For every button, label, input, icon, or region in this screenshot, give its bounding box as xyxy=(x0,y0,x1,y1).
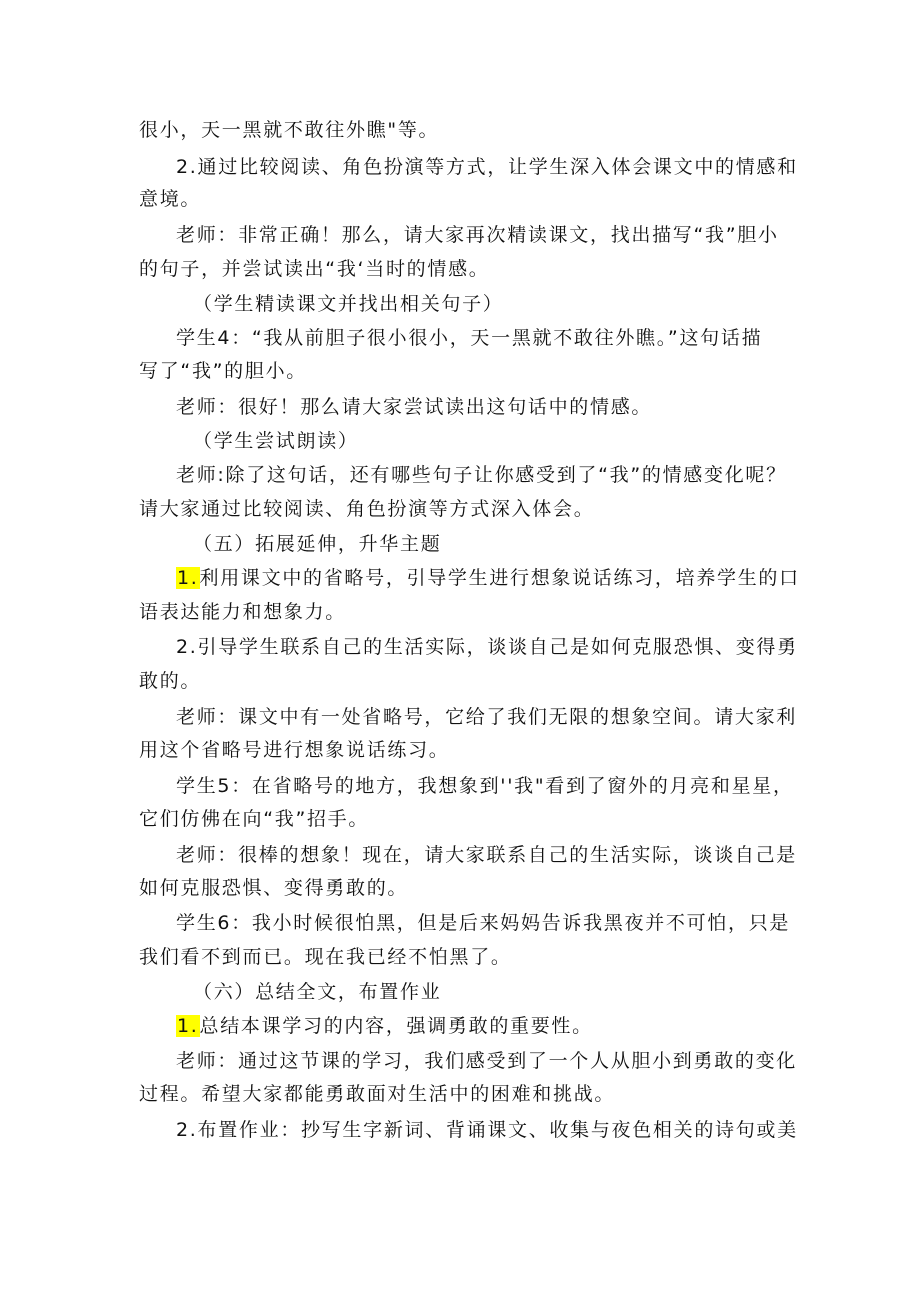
text-line: 老师：课文中有一处省略号，它给了我们无限的想象空间。请大家利 xyxy=(176,706,798,728)
text-line: 的句子，并尝试读出“我‘当时的情感。 xyxy=(139,258,490,280)
text-line: 1.总结本课学习的内容，强调勇敢的重要性。 xyxy=(177,1015,593,1037)
text-line: 2.引导学生联系自己的生活实际，谈谈自己是如何克服恐惧、变得勇 xyxy=(176,636,798,658)
text-line: 学生6：我小时候很怕黑，但是后来妈妈告诉我黑夜并不可怕，只是 xyxy=(176,912,791,934)
text-line: 老师:除了这句话，还有哪些句子让你感受到了“我”的情感变化呢？ xyxy=(176,464,787,486)
text-line: 敢的。 xyxy=(139,670,202,692)
text-line: 它们仿佛在向“我”招手。 xyxy=(139,808,370,830)
section-heading: （五）拓展延伸，升华主题 xyxy=(193,533,442,555)
section-heading: （六）总结全文，布置作业 xyxy=(193,981,442,1003)
text-line: 2.通过比较阅读、角色扮演等方式，让学生深入体会课文中的情感和 xyxy=(176,156,798,178)
text-line: 2.布置作业：抄写生字新词、背诵课文、收集与夜色相关的诗句或美 xyxy=(176,1119,798,1141)
highlighted-number: 1. xyxy=(177,1015,199,1037)
text-line: 过程。希望大家都能勇敢面对生活中的困难和挑战。 xyxy=(139,1083,616,1105)
text-line: （学生精读课文并找出相关句子） xyxy=(193,293,504,315)
text-line: 老师：非常正确！那么，请大家再次精读课文，找出描写“我”胆小 xyxy=(176,224,779,246)
highlighted-number: 1. xyxy=(177,567,199,589)
text-line: 语表达能力和想象力。 xyxy=(139,601,347,623)
text-line: 如何克服恐惧、变得勇敢的。 xyxy=(139,877,409,899)
text-line: 请大家通过比较阅读、角色扮演等方式深入体会。 xyxy=(139,498,595,520)
text-line: 学生5：在省略号的地方，我想象到''我"看到了窗外的月亮和星星， xyxy=(176,775,794,797)
text-line: 我们看不到而已。现在我已经不怕黑了。 xyxy=(139,946,512,968)
text-line: 意境。 xyxy=(139,188,202,210)
text-line: 学生4：“我从前胆子很小很小，天一黑就不敢往外瞧。”这句话描 xyxy=(176,327,763,349)
text-line: 写了“我”的胆小。 xyxy=(139,360,307,382)
text-line: 用这个省略号进行想象说话练习。 xyxy=(139,739,450,761)
text-line: 很小，天一黑就不敢往外瞧"等。 xyxy=(139,119,440,141)
text-line: （学生尝试朗读） xyxy=(193,430,359,452)
text-line: 老师：很好！那么请大家尝试读出这句话中的情感。 xyxy=(176,396,653,418)
text-line: 老师：通过这节课的学习，我们感受到了一个人从胆小到勇敢的变化 xyxy=(176,1050,798,1072)
text-line: 1.利用课文中的省略号，引导学生进行想象说话练习，培养学生的口 xyxy=(177,567,800,589)
text-line: 老师：很棒的想象！现在，请大家联系自己的生活实际，谈谈自己是 xyxy=(176,844,798,866)
